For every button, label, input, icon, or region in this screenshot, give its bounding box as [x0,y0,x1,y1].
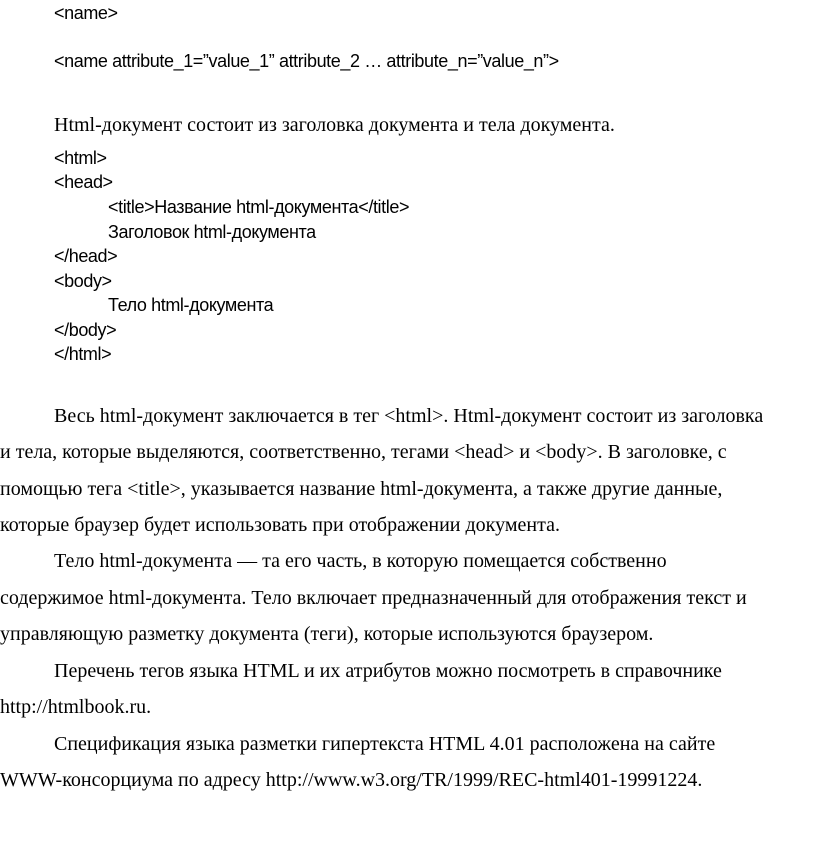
code-line: </html> [54,344,112,364]
paragraph-line: Спецификация языка разметки гипертекста HTML 4.01 расположена на сайте [54,733,716,755]
code-line: <body> [54,271,112,291]
code-line: <title>Название html-документа</title> [108,197,410,217]
syntax-line-2: <name attribute_1=”value_1” attribute_2 … attribute_n=”value_n”> [54,51,559,71]
code-line: Тело html-документа [108,295,274,315]
intro-text: Html-документ состоит из заголовка документа и тела документа. [54,114,615,136]
code-line: <html> [54,148,107,168]
code-line: <head> [54,172,113,192]
code-line: </body> [54,320,117,340]
paragraph-line: помощью тега <title>, указывается название html-документа, а также другие данные, [0,478,723,500]
paragraph-line: Перечень тегов языка HTML и их атрибутов можно посмотреть в справочнике [54,660,722,682]
paragraph-line: http://htmlbook.ru. [0,696,152,718]
paragraph-line: управляющую разметку документа (теги), которые используются браузером. [0,623,654,645]
paragraph-line: Тело html-документа — та его часть, в которую помещается собственно [54,550,667,572]
code-line: </head> [54,246,118,266]
paragraph-line: WWW-консорциума по адресу http://www.w3.org/TR/1999/REC-html401-19991224. [0,769,703,791]
code-line: Заголовок html-документа [108,222,316,242]
paragraph-line: содержимое html-документа. Тело включает предназначенный для отображения текст и [0,587,747,609]
paragraph-line: которые браузер будет использовать при отображении документа. [0,514,560,536]
paragraph-line: Весь html-документ заключается в тег <html>. Html-документ состоит из заголовка [54,405,764,427]
paragraph-line: и тела, которые выделяются, соответственно, тегами <head> и <body>. В заголовке, с [0,441,727,463]
syntax-line-1: <name> [54,3,118,23]
